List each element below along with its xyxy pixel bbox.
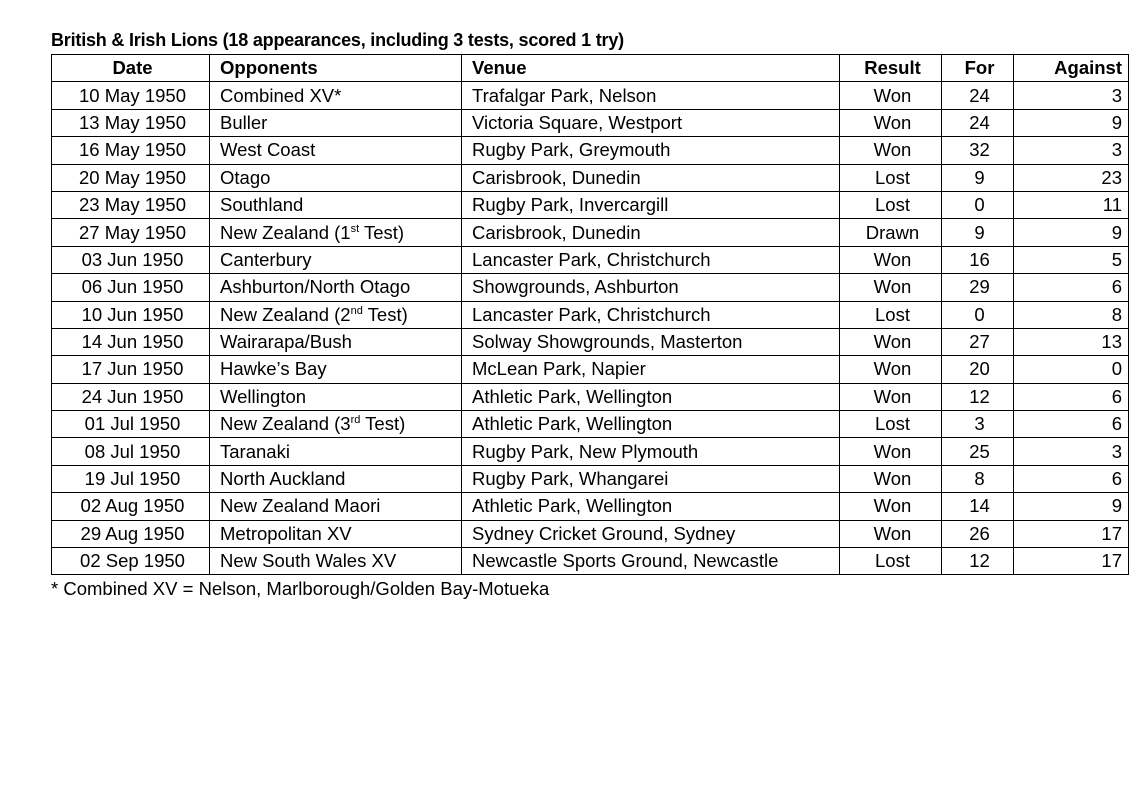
cell-for: 0 xyxy=(942,301,1014,328)
cell-venue: Rugby Park, New Plymouth xyxy=(462,438,840,465)
cell-opponents xyxy=(210,219,462,246)
cell-against: 17 xyxy=(1014,548,1129,575)
cell-venue: Rugby Park, Whangarei xyxy=(462,465,840,492)
opponent-text: New Zealand (1 xyxy=(220,221,351,243)
cell-against: 23 xyxy=(1014,164,1129,191)
opponent-text: Metropolitan XV xyxy=(220,522,352,544)
header-opponents: Opponents xyxy=(210,55,462,82)
cell-date: 01 Jul 1950 xyxy=(52,411,210,438)
cell-against: 6 xyxy=(1014,411,1129,438)
cell-against: 17 xyxy=(1014,520,1129,547)
cell-against: 13 xyxy=(1014,328,1129,355)
table-title: British & Irish Lions (18 appearances, including 3 tests, scored 1 try) xyxy=(51,30,624,50)
cell-opponents xyxy=(210,438,462,465)
cell-date: 02 Aug 1950 xyxy=(52,493,210,520)
cell-opponents xyxy=(210,411,462,438)
header-against: Against xyxy=(1014,55,1129,82)
cell-date: 14 Jun 1950 xyxy=(52,328,210,355)
cell-venue: Athletic Park, Wellington xyxy=(462,493,840,520)
opponent-text: Combined XV* xyxy=(220,84,342,106)
cell-date: 06 Jun 1950 xyxy=(52,274,210,301)
cell-date: 02 Sep 1950 xyxy=(52,548,210,575)
cell-against: 8 xyxy=(1014,301,1129,328)
cell-venue: Rugby Park, Greymouth xyxy=(462,137,840,164)
header-venue: Venue xyxy=(462,55,840,82)
cell-venue: Victoria Square, Westport xyxy=(462,109,840,136)
cell-date: 08 Jul 1950 xyxy=(52,438,210,465)
cell-result: Won xyxy=(840,383,942,410)
opponent-text: West Coast xyxy=(220,139,316,161)
cell-opponents xyxy=(210,164,462,191)
cell-for: 12 xyxy=(942,548,1014,575)
opponent-text-end: Test) xyxy=(360,413,406,435)
cell-for: 9 xyxy=(942,219,1014,246)
cell-against: 6 xyxy=(1014,383,1129,410)
opponent-text: Buller xyxy=(220,111,268,133)
ordinal-suffix: nd xyxy=(350,304,363,317)
cell-date: 17 Jun 1950 xyxy=(52,356,210,383)
cell-result: Won xyxy=(840,520,942,547)
opponent-text: Canterbury xyxy=(220,248,312,270)
cell-date: 29 Aug 1950 xyxy=(52,520,210,547)
cell-opponents xyxy=(210,246,462,273)
cell-for: 25 xyxy=(942,438,1014,465)
cell-for: 27 xyxy=(942,328,1014,355)
opponent-text: Taranaki xyxy=(220,440,290,462)
cell-venue: Athletic Park, Wellington xyxy=(462,383,840,410)
cell-date: 10 May 1950 xyxy=(52,82,210,109)
cell-opponents xyxy=(210,137,462,164)
cell-venue: Showgrounds, Ashburton xyxy=(462,274,840,301)
footnote: * Combined XV = Nelson, Marlborough/Golden Bay-Motueka xyxy=(51,578,550,599)
table-row xyxy=(52,274,1129,301)
cell-opponents xyxy=(210,274,462,301)
cell-date: 27 May 1950 xyxy=(52,219,210,246)
cell-result: Won xyxy=(840,109,942,136)
header-date: Date xyxy=(52,55,210,82)
cell-venue: Carisbrook, Dunedin xyxy=(462,164,840,191)
cell-venue: Lancaster Park, Christchurch xyxy=(462,301,840,328)
opponent-text: Southland xyxy=(220,194,304,216)
header-result: Result xyxy=(840,55,942,82)
cell-for: 32 xyxy=(942,137,1014,164)
cell-for: 12 xyxy=(942,383,1014,410)
cell-venue: Sydney Cricket Ground, Sydney xyxy=(462,520,840,547)
table-row xyxy=(52,356,1129,383)
cell-for: 3 xyxy=(942,411,1014,438)
table-row xyxy=(52,438,1129,465)
opponent-text: Otago xyxy=(220,166,271,188)
table-row xyxy=(52,164,1129,191)
cell-result: Lost xyxy=(840,191,942,218)
cell-result: Won xyxy=(840,328,942,355)
header-row xyxy=(52,55,1129,82)
opponent-text: Hawke’s Bay xyxy=(220,358,327,380)
table-row xyxy=(52,191,1129,218)
cell-result: Lost xyxy=(840,164,942,191)
cell-venue: McLean Park, Napier xyxy=(462,356,840,383)
cell-venue: Lancaster Park, Christchurch xyxy=(462,246,840,273)
table-body xyxy=(52,82,1129,575)
opponent-text: Wairarapa/Bush xyxy=(220,331,352,353)
cell-venue: Athletic Park, Wellington xyxy=(462,411,840,438)
ordinal-suffix: rd xyxy=(350,414,361,427)
table-row xyxy=(52,411,1129,438)
header-for: For xyxy=(942,55,1014,82)
cell-date: 13 May 1950 xyxy=(52,109,210,136)
cell-date: 20 May 1950 xyxy=(52,164,210,191)
cell-opponents xyxy=(210,493,462,520)
opponent-text: North Auckland xyxy=(220,468,346,490)
cell-venue: Rugby Park, Invercargill xyxy=(462,191,840,218)
cell-against: 6 xyxy=(1014,465,1129,492)
cell-result: Won xyxy=(840,274,942,301)
cell-opponents xyxy=(210,548,462,575)
table-row xyxy=(52,301,1129,328)
cell-for: 8 xyxy=(942,465,1014,492)
cell-opponents xyxy=(210,383,462,410)
cell-date: 19 Jul 1950 xyxy=(52,465,210,492)
table-row xyxy=(52,246,1129,273)
cell-for: 16 xyxy=(942,246,1014,273)
cell-result: Won xyxy=(840,465,942,492)
cell-against: 3 xyxy=(1014,438,1129,465)
cell-result: Won xyxy=(840,438,942,465)
cell-date: 24 Jun 1950 xyxy=(52,383,210,410)
cell-for: 24 xyxy=(942,109,1014,136)
cell-opponents xyxy=(210,301,462,328)
opponent-text: Ashburton/North Otago xyxy=(220,276,411,298)
table-row xyxy=(52,465,1129,492)
cell-result: Won xyxy=(840,493,942,520)
cell-result: Won xyxy=(840,246,942,273)
cell-for: 20 xyxy=(942,356,1014,383)
cell-date: 10 Jun 1950 xyxy=(52,301,210,328)
cell-for: 26 xyxy=(942,520,1014,547)
cell-date: 16 May 1950 xyxy=(52,137,210,164)
cell-opponents xyxy=(210,356,462,383)
table-row xyxy=(52,137,1129,164)
cell-against: 0 xyxy=(1014,356,1129,383)
cell-result: Lost xyxy=(840,301,942,328)
opponent-text: New South Wales XV xyxy=(220,550,397,572)
opponent-text: New Zealand (3 xyxy=(220,413,351,435)
cell-against: 11 xyxy=(1014,191,1129,218)
table-row xyxy=(52,82,1129,109)
cell-result: Lost xyxy=(840,548,942,575)
table-row xyxy=(52,493,1129,520)
cell-result: Won xyxy=(840,137,942,164)
cell-venue: Trafalgar Park, Nelson xyxy=(462,82,840,109)
cell-for: 9 xyxy=(942,164,1014,191)
cell-result: Lost xyxy=(840,411,942,438)
cell-against: 9 xyxy=(1014,219,1129,246)
opponent-text-end: Test) xyxy=(359,221,405,243)
cell-opponents xyxy=(210,465,462,492)
cell-date: 23 May 1950 xyxy=(52,191,210,218)
cell-against: 9 xyxy=(1014,109,1129,136)
cell-opponents xyxy=(210,328,462,355)
cell-against: 9 xyxy=(1014,493,1129,520)
table-row xyxy=(52,383,1129,410)
cell-for: 14 xyxy=(942,493,1014,520)
cell-opponents xyxy=(210,191,462,218)
cell-result: Won xyxy=(840,356,942,383)
cell-against: 3 xyxy=(1014,137,1129,164)
table-row xyxy=(52,219,1129,246)
cell-opponents xyxy=(210,82,462,109)
cell-for: 29 xyxy=(942,274,1014,301)
cell-opponents xyxy=(210,520,462,547)
table-row xyxy=(52,109,1129,136)
cell-result: Drawn xyxy=(840,219,942,246)
cell-date: 03 Jun 1950 xyxy=(52,246,210,273)
opponent-text: New Zealand (2 xyxy=(220,303,351,325)
ordinal-suffix: st xyxy=(350,222,360,235)
cell-venue: Carisbrook, Dunedin xyxy=(462,219,840,246)
cell-against: 6 xyxy=(1014,274,1129,301)
cell-result: Won xyxy=(840,82,942,109)
table-row xyxy=(52,328,1129,355)
cell-venue: Solway Showgrounds, Masterton xyxy=(462,328,840,355)
opponent-text: Wellington xyxy=(220,385,307,407)
cell-opponents xyxy=(210,109,462,136)
cell-against: 5 xyxy=(1014,246,1129,273)
opponent-text-end: Test) xyxy=(362,303,408,325)
results-table xyxy=(51,54,1129,575)
table-row xyxy=(52,520,1129,547)
opponent-text: New Zealand Maori xyxy=(220,495,381,517)
cell-against: 3 xyxy=(1014,82,1129,109)
cell-venue: Newcastle Sports Ground, Newcastle xyxy=(462,548,840,575)
cell-for: 24 xyxy=(942,82,1014,109)
table-row xyxy=(52,548,1129,575)
cell-for: 0 xyxy=(942,191,1014,218)
